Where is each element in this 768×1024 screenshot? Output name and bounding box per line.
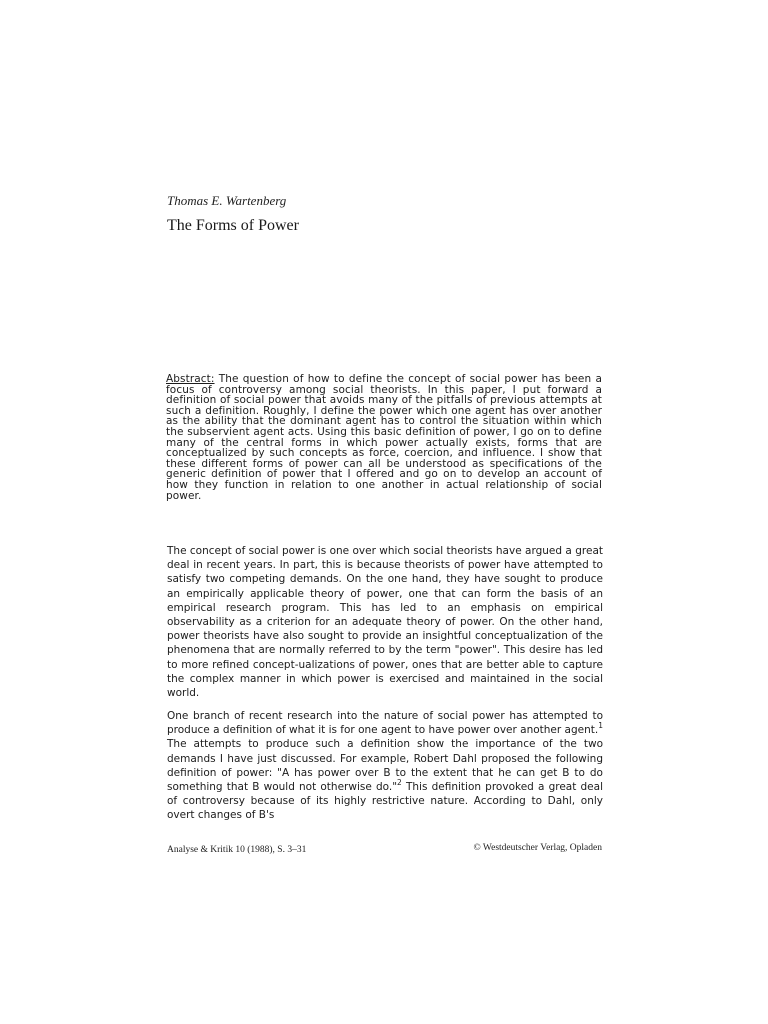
author-name: Thomas E. Wartenberg	[167, 193, 287, 208]
paragraph-text: One branch of recent research into the nature of social power has attempted to produce a definition of what it is for one agent to have power over another agent.	[167, 710, 603, 737]
body-paragraph	[167, 709, 603, 823]
publisher-copyright: © Westdeutscher Verlag, Opladen	[473, 843, 602, 853]
paragraph-text: The attempts to produce such a definition show the importance of the two demands I have just discussed. For example, Robert Dahl proposed the following definition of power: "A has power over B to the extent that he can get B to do something that B would not otherwise do."	[167, 738, 603, 794]
body-paragraph: The concept of social power is one over which social theorists have argued a great deal in recent years. In part, this is because theorists of power have attempted to satisfy two competing demands. On the one hand, they have sought to produce an empirically applicable theory of power, one that can form the basis of an empirical research program. This has led to an emphasis on empirical observability as a criterion for an adequate theory of power. On the other hand, power theorists have also sought to provide an insightful conceptualization of the phenomena that are normally referred to by the term "power". This desire has led to more refined concept-ualizations of power, ones that are better able to capture the complex manner in which power is exercised and maintained in the social world.	[167, 545, 603, 700]
footnote-marker[interactable]: 1	[598, 721, 603, 731]
paragraph-text: This definition provoked a great deal of controversy because of its highly restrictive nature. According to Dahl, only overt changes of B's	[167, 781, 603, 822]
abstract-text: The question of how to define the concept of social power has been a focus of controversy among social theorists. In this paper, I put forward a definition of social power that avoids many of the pitfalls of previous attempts at such a definition. Roughly, I define the power which one agent has over another as the ability that the dominant agent has to control the situation within which the subservient agent acts. Using this basic definition of power, I go on to define many of the central forms in which power actually exists, forms that are conceptualized by such concepts as force, coercion, and influence. I show that these different forms of power can all be understood as specifications of the generic definition of power that I offered and go on to develop an account of how they function in relation to one another in actual relationship of social power.	[166, 373, 602, 502]
abstract-label: Abstract:	[166, 373, 215, 385]
abstract	[166, 374, 602, 501]
journal-citation: Analyse & Kritik 10 (1988), S. 3–31	[167, 845, 307, 855]
footnote-marker[interactable]: 2	[397, 778, 402, 788]
paper-title: The Forms of Power	[167, 217, 299, 234]
